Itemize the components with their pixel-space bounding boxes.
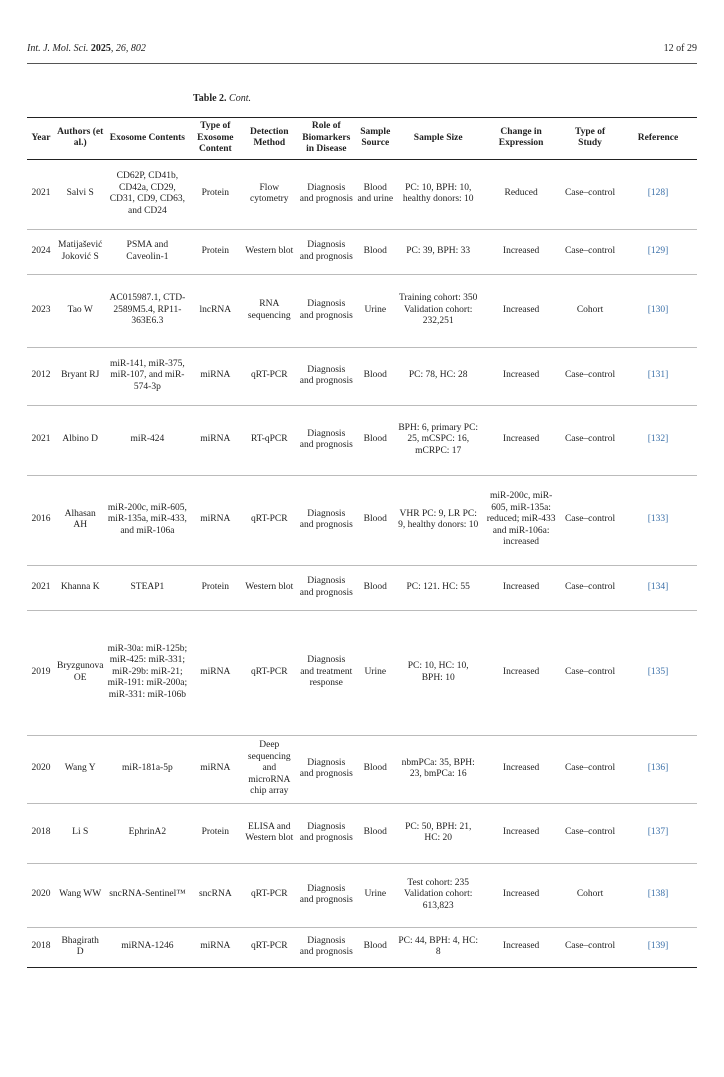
table-cell: PC: 39, BPH: 33 [395,229,481,274]
col-header: Exosome Contents [105,118,189,160]
table-caption-suffix: Cont. [229,93,251,104]
reference-link[interactable]: [133] [619,475,697,565]
table-cell: PC: 50, BPH: 21, HC: 20 [395,803,481,863]
table-cell: qRT-PCR [241,927,297,967]
table-cell: Diagnosis and prognosis [297,565,355,610]
table-cell: miRNA [189,735,241,803]
table-cell: Diagnosis and treatment response [297,610,355,735]
table-cell: 2020 [27,735,55,803]
table-cell: Increased [481,347,561,405]
table-cell: Increased [481,803,561,863]
table-cell: Increased [481,610,561,735]
table-cell: STEAP1 [105,565,189,610]
table-cell: Blood [355,927,395,967]
table-row [27,735,697,803]
table-cell: Cohort [561,274,619,347]
table-cell: Wang Y [55,735,105,803]
reference-link[interactable]: [136] [619,735,697,803]
table-cell: Diagnosis and prognosis [297,927,355,967]
table-cell: BPH: 6, primary PC: 25, mCSPC: 16, mCRPC: 17 [395,405,481,475]
table-cell: Blood [355,565,395,610]
table-cell: nbmPCa: 35, BPH: 23, bmPCa: 16 [395,735,481,803]
table-cell: 2018 [27,927,55,967]
table-cell: ELISA and Western blot [241,803,297,863]
table-cell: Urine [355,274,395,347]
table-cell: Khanna K [55,565,105,610]
table-cell: PC: 10, HC: 10, BPH: 10 [395,610,481,735]
table-cell: miR-30a: miR-125b; miR-425: miR-331; miR-29b: miR-21; miR-191: miR-200a; miR-331: miR-106b [105,610,189,735]
col-header: Reference [619,118,697,160]
table-cell: 2023 [27,274,55,347]
table-cell: miRNA [189,475,241,565]
table-cell: Case–control [561,405,619,475]
table-cell: Protein [189,803,241,863]
header-divider [27,63,697,64]
table-cell: 2018 [27,803,55,863]
table-cell: Case–control [561,927,619,967]
table-cell: Diagnosis and prognosis [297,159,355,229]
table-cell: Bryzgunova OE [55,610,105,735]
table-cell: Cohort [561,863,619,927]
table-cell: Increased [481,405,561,475]
table-cell: 2021 [27,405,55,475]
col-header: Type of Exosome Content [189,118,241,160]
table-cell: 2012 [27,347,55,405]
col-header: Sample Source [355,118,395,160]
table-cell: AC015987.1, CTD-2589M5.4, RP11-363E6.3 [105,274,189,347]
table-row [27,347,697,405]
col-header: Sample Size [395,118,481,160]
reference-link[interactable]: [138] [619,863,697,927]
table-cell: miR-181a-5p [105,735,189,803]
col-header: Year [27,118,55,160]
table-cell: Increased [481,565,561,610]
table-cell: Training cohort: 350 Validation cohort: 232,251 [395,274,481,347]
table-cell: miRNA [189,927,241,967]
table-cell: Reduced [481,159,561,229]
table-cell: Albino D [55,405,105,475]
table-cell: Increased [481,229,561,274]
table-cell: PC: 78, HC: 28 [395,347,481,405]
table-cell: Protein [189,565,241,610]
reference-link[interactable]: [129] [619,229,697,274]
table-cell: PC: 121. HC: 55 [395,565,481,610]
table-cell: Li S [55,803,105,863]
table-cell: miRNA [189,610,241,735]
table-cell: lncRNA [189,274,241,347]
table-row [27,565,697,610]
table-cell: Diagnosis and prognosis [297,229,355,274]
table-cell: Tao W [55,274,105,347]
table-cell: qRT-PCR [241,475,297,565]
table-row [27,475,697,565]
table-cell: Case–control [561,475,619,565]
table-cell: Bryant RJ [55,347,105,405]
journal-citation [27,43,146,54]
table-caption [193,93,251,104]
running-header [27,43,697,59]
journal-volume: , 26, 802 [110,43,146,54]
table-cell: 2020 [27,863,55,927]
table-cell: qRT-PCR [241,863,297,927]
table-cell: Case–control [561,229,619,274]
table-cell: miRNA [189,405,241,475]
table-cell: Western blot [241,229,297,274]
table-cell: 2016 [27,475,55,565]
table-cell: Increased [481,735,561,803]
table-cell: Increased [481,927,561,967]
table-cell: RT-qPCR [241,405,297,475]
table-cell: miRNA [189,347,241,405]
table-row [27,610,697,735]
table-cell: Flow cytometry [241,159,297,229]
table-cell: Diagnosis and prognosis [297,475,355,565]
table-cell: Diagnosis and prognosis [297,863,355,927]
table-cell: Blood and urine [355,159,395,229]
reference-link[interactable]: [132] [619,405,697,475]
table-cell: Diagnosis and prognosis [297,803,355,863]
table-cell: Deep sequencing and microRNA chip array [241,735,297,803]
table-cell: 2024 [27,229,55,274]
table-cell: Test cohort: 235 Validation cohort: 613,823 [395,863,481,927]
table-cell: Bhagirath D [55,927,105,967]
table-cell: Protein [189,229,241,274]
col-header: Detection Method [241,118,297,160]
reference-link[interactable]: [134] [619,565,697,610]
table-row [27,229,697,274]
reference-link[interactable]: [128] [619,159,697,229]
table-cell: Blood [355,347,395,405]
page-number: 12 of 29 [663,43,697,54]
reference-link[interactable]: [131] [619,347,697,405]
table-row [27,405,697,475]
table-cell: Case–control [561,159,619,229]
table-cell: PC: 10, BPH: 10, healthy donors: 10 [395,159,481,229]
table-cell: Case–control [561,803,619,863]
table-cell: Case–control [561,735,619,803]
table-cell: sncRNA-Sentinel™ [105,863,189,927]
table-header-row [27,118,697,160]
table-cell: CD62P, CD41b, CD42a, CD29, CD31, CD9, CD63, and CD24 [105,159,189,229]
table-cell: qRT-PCR [241,610,297,735]
table-cell: Diagnosis and prognosis [297,274,355,347]
col-header: Change in Expression [481,118,561,160]
table-cell: Urine [355,863,395,927]
table-row [27,863,697,927]
table-cell: miR-141, miR-375, miR-107, and miR-574-3p [105,347,189,405]
col-header: Authors (et al.) [55,118,105,160]
table-cell: Blood [355,475,395,565]
table-cell: RNA sequencing [241,274,297,347]
journal-year: 2025 [90,43,111,54]
table-cell: Diagnosis and prognosis [297,405,355,475]
table-cell: PSMA and Caveolin-1 [105,229,189,274]
table-cell: Blood [355,229,395,274]
table-cell: 2021 [27,565,55,610]
table-row [27,803,697,863]
table-cell: Case–control [561,610,619,735]
reference-link[interactable]: [135] [619,610,697,735]
table-cell: Increased [481,863,561,927]
table-cell: Matijašević Joković S [55,229,105,274]
table-cell: Salvi S [55,159,105,229]
reference-link[interactable]: [139] [619,927,697,967]
col-header: Role of Biomarkers in Disease [297,118,355,160]
table-row [27,159,697,229]
table-cell: Diagnosis and prognosis [297,735,355,803]
table-cell: Alhasan AH [55,475,105,565]
table-cell: Western blot [241,565,297,610]
table-cell: 2019 [27,610,55,735]
table-cell: miR-424 [105,405,189,475]
table-cell: Case–control [561,347,619,405]
table-cell: miRNA-1246 [105,927,189,967]
table-cell: qRT-PCR [241,347,297,405]
table-cell: Increased [481,274,561,347]
table-cell: Diagnosis and prognosis [297,347,355,405]
journal-name: Int. J. Mol. Sci. [27,43,89,54]
table-cell: VHR PC: 9, LR PC: 9, healthy donors: 10 [395,475,481,565]
table-cell: EphrinA2 [105,803,189,863]
table-cell: sncRNA [189,863,241,927]
table-cell: Blood [355,735,395,803]
col-header: Type of Study [561,118,619,160]
table-cell: Blood [355,405,395,475]
table-cell: Wang WW [55,863,105,927]
table-cell: PC: 44, BPH: 4, HC: 8 [395,927,481,967]
reference-link[interactable]: [130] [619,274,697,347]
table-cell: Protein [189,159,241,229]
reference-link[interactable]: [137] [619,803,697,863]
table-label: Table 2. [193,93,227,104]
table-cell: miR-200c, miR-605, miR-135a, miR-433, and miR-106a [105,475,189,565]
table-cell: miR-200c, miR-605, miR-135a: reduced; miR-433 and miR-106a: increased [481,475,561,565]
table-cell: Blood [355,803,395,863]
table-cell: Urine [355,610,395,735]
biomarker-table [27,117,697,968]
table-row [27,274,697,347]
table-cell: Case–control [561,565,619,610]
table-cell: 2021 [27,159,55,229]
table-row [27,927,697,967]
